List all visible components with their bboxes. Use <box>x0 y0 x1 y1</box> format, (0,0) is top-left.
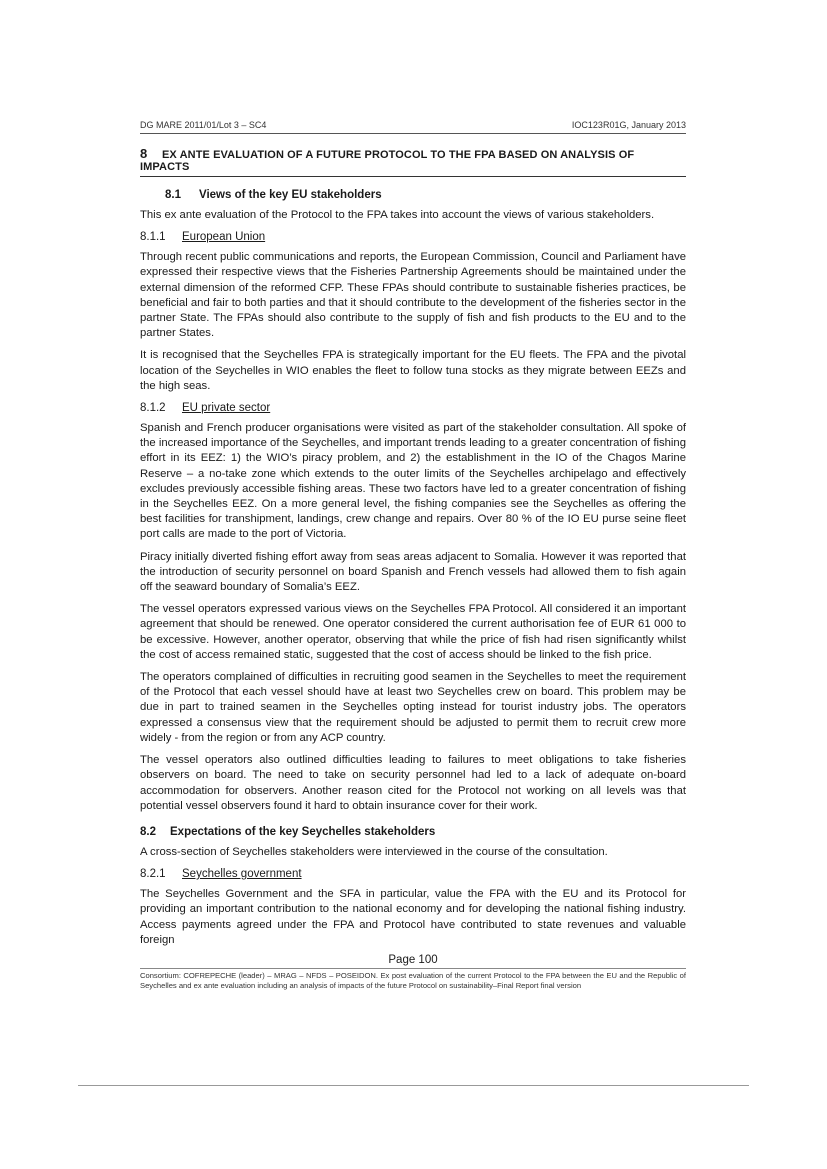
subsection-number: 8.1.2 <box>140 402 166 415</box>
subsection-title: EU private sector <box>182 402 271 415</box>
header-right: IOC123R01G, January 2013 <box>571 120 686 130</box>
subsection-heading-8-1-1 <box>140 231 686 243</box>
subsection-number: 8.2.1 <box>140 868 166 881</box>
bottom-divider <box>78 1085 749 1086</box>
running-header <box>140 120 686 134</box>
subsection-title: Seychelles government <box>182 868 302 881</box>
section-number: 8.2 <box>140 825 156 838</box>
section-heading-8-2 <box>140 826 686 838</box>
section-title: Expectations of the key Seychelles stakeholders <box>170 825 436 838</box>
header-left: DG MARE 2011/01/Lot 3 – SC4 <box>140 120 267 130</box>
chapter-title: EX ANTE EVALUATION OF A FUTURE PROTOCOL TO THE FPA BASED ON ANALYSIS OF IMPACTS <box>140 149 635 173</box>
paragraph: A cross-section of Seychelles stakeholders were interviewed in the course of the consultation. <box>140 845 608 858</box>
paragraph: Piracy initially diverted fishing effort away from seas areas adjacent to Somalia. However it was reported that the introduction of security personnel on board Spanish and French vessels had allowed them to fish again off the seaward boundary of Somalia’s EEZ. <box>140 550 686 594</box>
paragraph: Through recent public communications and reports, the European Commission, Council and Parliament have expressed their respective views that the Fisheries Partnership Agreements should be maintained under the external dimension of the reformed CFP. These FPAs should contribute to sustainable fisheries practices, be beneficial and fair to both parties and that it should contribute to the development of the fisheries sector in the partner State. The FPAs should also contribute to the supply of fish and fish products to the EU and to the partner States. <box>140 251 686 340</box>
paragraph: The vessel operators expressed various views on the Seychelles FPA Protocol. All considered it an important agreement that should be renewed. One operator considered the current authorisation fee of EUR 61 000 to be excessive. However, another operator, observing that while the price of fish had risen significantly whilst the cost of access remained static, suggested that the cost of access should be linked to the fish price. <box>140 603 686 661</box>
chapter-heading <box>140 146 686 177</box>
subsection-number: 8.1.1 <box>140 231 166 244</box>
section-heading-8-1 <box>165 189 686 201</box>
page-number: Page 100 <box>388 953 438 966</box>
paragraph: The Seychelles Government and the SFA in particular, value the FPA with the EU and its Protocol for providing an important contribution to the national economy and for developing the national fishing industry. Access payments agreed under the FPA and Protocol have contributed to state revenues and valuable foreign <box>140 888 686 946</box>
subsection-heading-8-2-1 <box>140 868 686 880</box>
paragraph: This ex ante evaluation of the Protocol to the FPA takes into account the views of various stakeholders. <box>140 209 655 221</box>
paragraph: It is recognised that the Seychelles FPA is strategically important for the EU fleets. The FPA and the pivotal location of the Seychelles in WIO enables the fleet to follow tuna stocks as they migrate between EEZs and the high seas. <box>140 349 686 392</box>
paragraph: The vessel operators also outlined difficulties leading to failures to meet obligations to take fisheries observers on board. The need to take on security personnel had led to a lack of adequate on-board accommodation for observers. Another reason cited for the Protocol not working on all levels was that potential vessel observers found it hard to obtain insurance cover for their work. <box>140 754 686 812</box>
section-title: Views of the key EU stakeholders <box>199 189 382 201</box>
subsection-heading-8-1-2 <box>140 402 686 414</box>
paragraph: The operators complained of difficulties in recruiting good seamen in the Seychelles to meet the requirement of the Protocol that each vessel should have at least two Seychelles crew on board. This problem may be due in part to trained seamen in the Seychelles opting instead for tourist industry jobs. The operators expressed a consensus view that the requirement should be adjusted to permit them to recruit crew more widely - from the region or from any ACP country. <box>140 671 686 744</box>
chapter-number: 8 <box>140 146 148 161</box>
paragraph: Spanish and French producer organisations were visited as part of the stakeholder consultation. All spoke of the increased importance of the Seychelles, and important trends leading to a greater concentration of fishing effort in its EEZ: 1) the WIO’s piracy problem, and 2) the establishment in the IO of the Chagos Marine Reserve – a no-take zone which extends to the outer limits of the Seychelles archipelago and effectively excludes previously accessible fishing areas. These two factors have led to a greater concentration of fishing in the Seychelles EEZ. On a more general level, the fishing companies see the Seychelles as offering the best facilities for transhipment, landings, crew change and repairs. Over 80 % of the IO EU purse seine fleet port calls are made to the port of Victoria. <box>140 422 686 541</box>
section-number: 8.1 <box>165 189 181 201</box>
document-page <box>140 120 686 992</box>
footer-note: Consortium: COFREPECHE (leader) – MRAG – NFDS – POSEIDON. Ex post evaluation of the current Protocol to the FPA between the EU and the Republic of Seychelles and ex ante evaluation including an analysis of impacts of the future Protocol on sustainability–Final Report final version <box>140 968 686 992</box>
subsection-title: European Union <box>182 231 266 244</box>
